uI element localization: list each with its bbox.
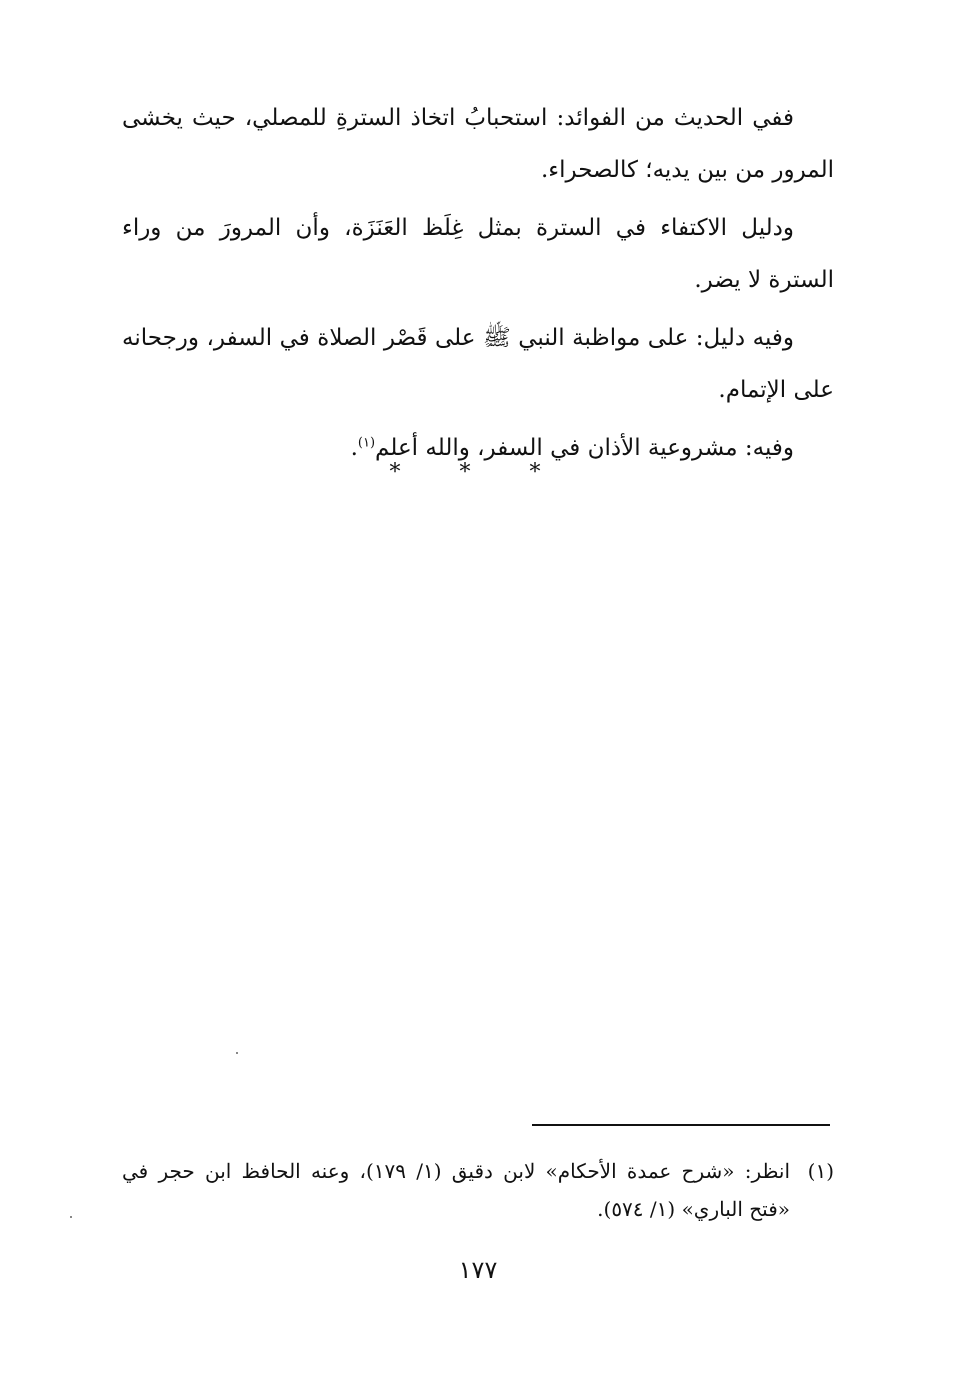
footnotes bbox=[122, 1152, 834, 1228]
footnote-divider bbox=[532, 1124, 830, 1126]
footnote-item bbox=[122, 1152, 834, 1228]
footnote-reference: (١) bbox=[357, 435, 376, 451]
page-number: ١٧٧ bbox=[458, 1256, 498, 1284]
paragraph-adhan-text: وفيه: مشروعية الأذان في السفر، والله أعلم bbox=[375, 435, 794, 461]
paragraph-sufficiency: ودليل الاكتفاء في السترة بمثل غِلَظ العَنَزَة، وأن المرورَ من وراء السترة لا يضر. bbox=[122, 215, 834, 293]
scan-speck bbox=[236, 1052, 238, 1054]
footnote-text: انظر: «شرح عمدة الأحكام» لابن دقيق (١/ ١٧٩)، وعنه الحافظ ابن حجر في «فتح الباري» (١/ ٥٧٤). bbox=[122, 1159, 791, 1221]
main-text bbox=[122, 92, 834, 480]
paragraph-travel-prayer: وفيه دليل: على مواظبة النبي ﷺ على قَصْر الصلاة في السفر، ورجحانه على الإتمام. bbox=[122, 325, 834, 403]
section-separator: * * * bbox=[389, 460, 567, 485]
footnote-number: (١) bbox=[807, 1159, 834, 1183]
paragraph-benefits: ففي الحديث من الفوائد: استحبابُ اتخاذ السترةِ للمصلي، حيث يخشى المرور من بين يديه؛ كالصحراء. bbox=[122, 105, 834, 183]
paragraph-adhan-end: . bbox=[350, 435, 358, 461]
scan-speck bbox=[70, 1216, 72, 1218]
